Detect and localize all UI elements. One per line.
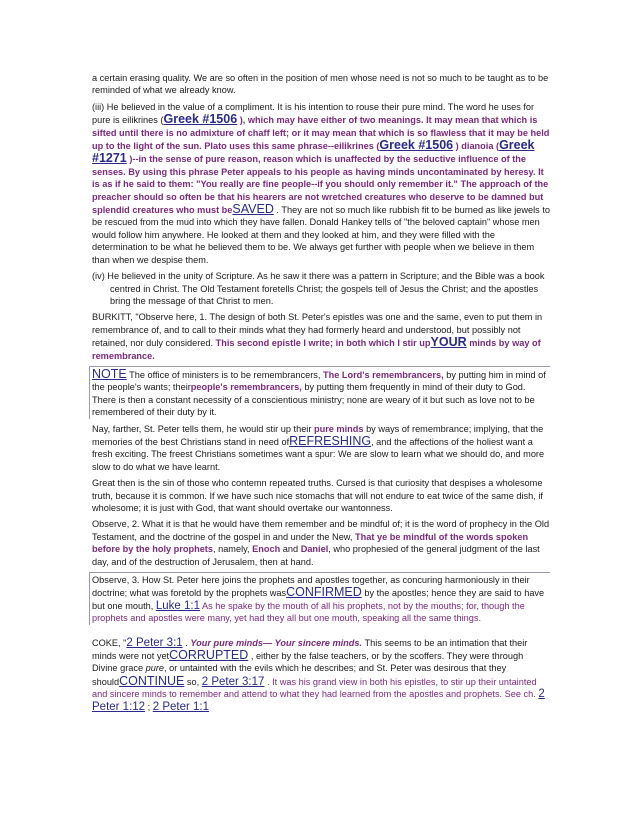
text-span: (iii) He believed in the value of a compliment. It is his intention to rouse their pure mind. The word he uses for pure is eilikrines (: [92, 101, 535, 126]
paragraph-note: [89, 366, 550, 419]
text-span: by putting him in mind of the people's wants; their: [92, 369, 546, 393]
text-span: , and the affections of the holiest want a fresh exciting. The freest Christians sometimes want a spur: We are slow to learn what we should do, and more slow to do what we have learnt.: [92, 436, 545, 472]
highlight-text: That ye be mindful of the words spoken before by the holy prophets: [92, 531, 529, 555]
paragraph-great-sin: Great then is the sin of those who contemn repeated truths. Cursed is that curiosity that despises a wholesome truth, because it is common. If we have such nice stomachs that will not endure to eat twice of the same dish, if wholesome; it is just with God, that want should overtake our wantonness.: [92, 478, 543, 513]
text-span: ;: [147, 701, 151, 712]
continue-link[interactable]: CONTINUE: [119, 673, 185, 688]
confirmed-link[interactable]: CONFIRMED: [286, 585, 362, 600]
paragraph-unity: (iv) He believed in the unity of Scripture. As he saw it there was a pattern in Scripture; and the Bible was a book centred in Christ. The Old Testament foretells Christ; the gospels tell of Jesus the Christ; and the apostles bring the message of that Christ to men.: [92, 271, 545, 306]
paragraph-farther: [92, 423, 550, 474]
text-span: by putting them frequently in mind of their duty to God. There is then a constant necessity of a conscientious ministry; none are weary of it but such as love not to be remembered of their duty by it.: [92, 382, 535, 418]
text-span: . They are not so much like rubbish fit to be burned as like jewels to be rescued from the mud into which they have fallen. Donald Hankey tells of "the beloved captain" whose men would follow him anywhere. He looked at them and they looked at him, and they were filled with the determination to be what he believed them to be. We always get further with people when we believe in them than when we despise them.: [92, 205, 550, 265]
text-span: Observe, 2. What it is that he would have them remember and be mindful of; it is the word of prophecy in the Old Testament, and the doctrine of the gospel in and under the New,: [92, 519, 550, 542]
greek-link-1271[interactable]: Greek #1271: [92, 138, 535, 166]
note-link[interactable]: NOTE: [92, 366, 127, 381]
highlight-text: people's remembrancers,: [190, 382, 302, 393]
greek-link-1506[interactable]: Greek #1506: [163, 112, 238, 127]
2-peter-3-1-link[interactable]: 2 Peter 3:1: [126, 636, 183, 649]
highlight-text: Daniel: [300, 544, 329, 555]
highlight-text: . It was his grand view in both his epistles, to stir up their untainted and sincere minds to remember and attend to what they had learned from the apostles and prophets. See ch.: [92, 676, 537, 700]
2-peter-3-17-link[interactable]: 2 Peter 3:17: [201, 675, 265, 688]
text-span: by ways of remembrance; implying, that the memories of the best Christians stand in need of: [92, 423, 544, 447]
highlight-text: minds by way of remembrance.: [92, 338, 541, 361]
text-span: .: [185, 637, 188, 648]
highlight-text: This second epistle I write; in both which I stir up: [215, 338, 431, 349]
corrupted-link[interactable]: CORRUPTED: [169, 648, 249, 663]
text-span: COKE, ": [92, 637, 127, 648]
highlight-text: As he spake by the mouth of all his prophets, not by the mouths; for, though the prophets and apostles were many, yet had they all but one mouth, speaking all the same things.: [92, 600, 525, 624]
highlight-text: Enoch: [252, 544, 281, 555]
text-span: by the apostles; hence they are said to have but one mouth,: [92, 588, 545, 611]
text-span: , namely,: [212, 544, 250, 555]
2-peter-1-1-link[interactable]: 2 Peter 1:1: [152, 700, 210, 713]
highlight-text: ), which may have either of two meanings. It may mean that which is sifted until there is no admixture of chaff left; or it may mean that which is so flawless that it may be held up to the light of the sun. Plato uses this same phrase--eilikrines (: [92, 115, 550, 152]
text-span: so,: [186, 676, 200, 687]
highlight-italic: — Your sincere minds.: [263, 637, 363, 648]
text-span: This seems to be an intimation that their minds were not yet: [92, 637, 528, 662]
highlight-text: )--in the sense of pure reason, reason which is unaffected by the seductive influence of the senses. By using this phrase Peter appeals to his people as having minds uncontaminated by heresy. It is as if he said to them: "You really are fine people--if you should only remember it." The approach of the preacher should so often be that his hearers are not wretched creatures who deserve to be damned but splendid creatures who must be: [92, 154, 549, 216]
paragraph-erasing: a certain erasing quality. We are so often in the position of men whose need is not so much to be taught as to be reminded of what we already know.: [92, 73, 549, 96]
text-span: , who prophesied of the general judgment of the last day, and of the destruction of Jerusalem, then at hand.: [92, 544, 540, 567]
paragraph-burkitt: [92, 311, 550, 362]
text-span: , either by the false teachers, or by the scoffers. They were through Divine grace: [92, 651, 524, 674]
text-span: Nay, farther, St. Peter tells them, he would stir up their: [92, 423, 312, 434]
paragraph-observe-3: [89, 572, 550, 625]
text-span: BURKITT, "Observe here, 1. The design of both St. Peter's epistles was one and the same, even to put them in remembrance of, and to call to their minds what they had formerly heard and understood, but possibly not retained, nor duly considered.: [92, 312, 543, 349]
2-peter-1-12-link[interactable]: 2 Peter 1:12: [92, 688, 545, 713]
greek-link-1506-b[interactable]: Greek #1506: [379, 138, 454, 153]
luke-1-1-link[interactable]: Luke 1:1: [155, 599, 200, 612]
paragraph-observe-2: [92, 518, 550, 568]
text-span: Observe, 3. How St. Peter here joins the prophets and apostles together, as concuring harmoniously in their doctrine; what was foretold by the prophets was: [92, 575, 530, 599]
italic-text: pure: [145, 663, 165, 674]
highlight-text: pure minds: [313, 423, 364, 434]
highlight-text: The Lord's remembrancers,: [323, 369, 444, 380]
highlight-text: ) dianoia (: [455, 141, 500, 152]
text-span: and: [282, 544, 299, 555]
your-link[interactable]: YOUR: [430, 335, 467, 350]
highlight-italic: Your pure minds: [190, 637, 264, 648]
document-page: [92, 72, 550, 717]
saved-link[interactable]: SAVED: [232, 202, 274, 217]
spacer: [92, 629, 550, 637]
text-span: , or untainted with the evils which he describes; and St. Peter was desirous that they should: [92, 663, 507, 687]
text-span: The office of ministers is to be remembrancers,: [129, 369, 321, 380]
paragraph-compliment: [92, 101, 550, 266]
paragraph-coke: [92, 637, 550, 713]
refreshing-link[interactable]: REFRESHING: [289, 433, 372, 448]
